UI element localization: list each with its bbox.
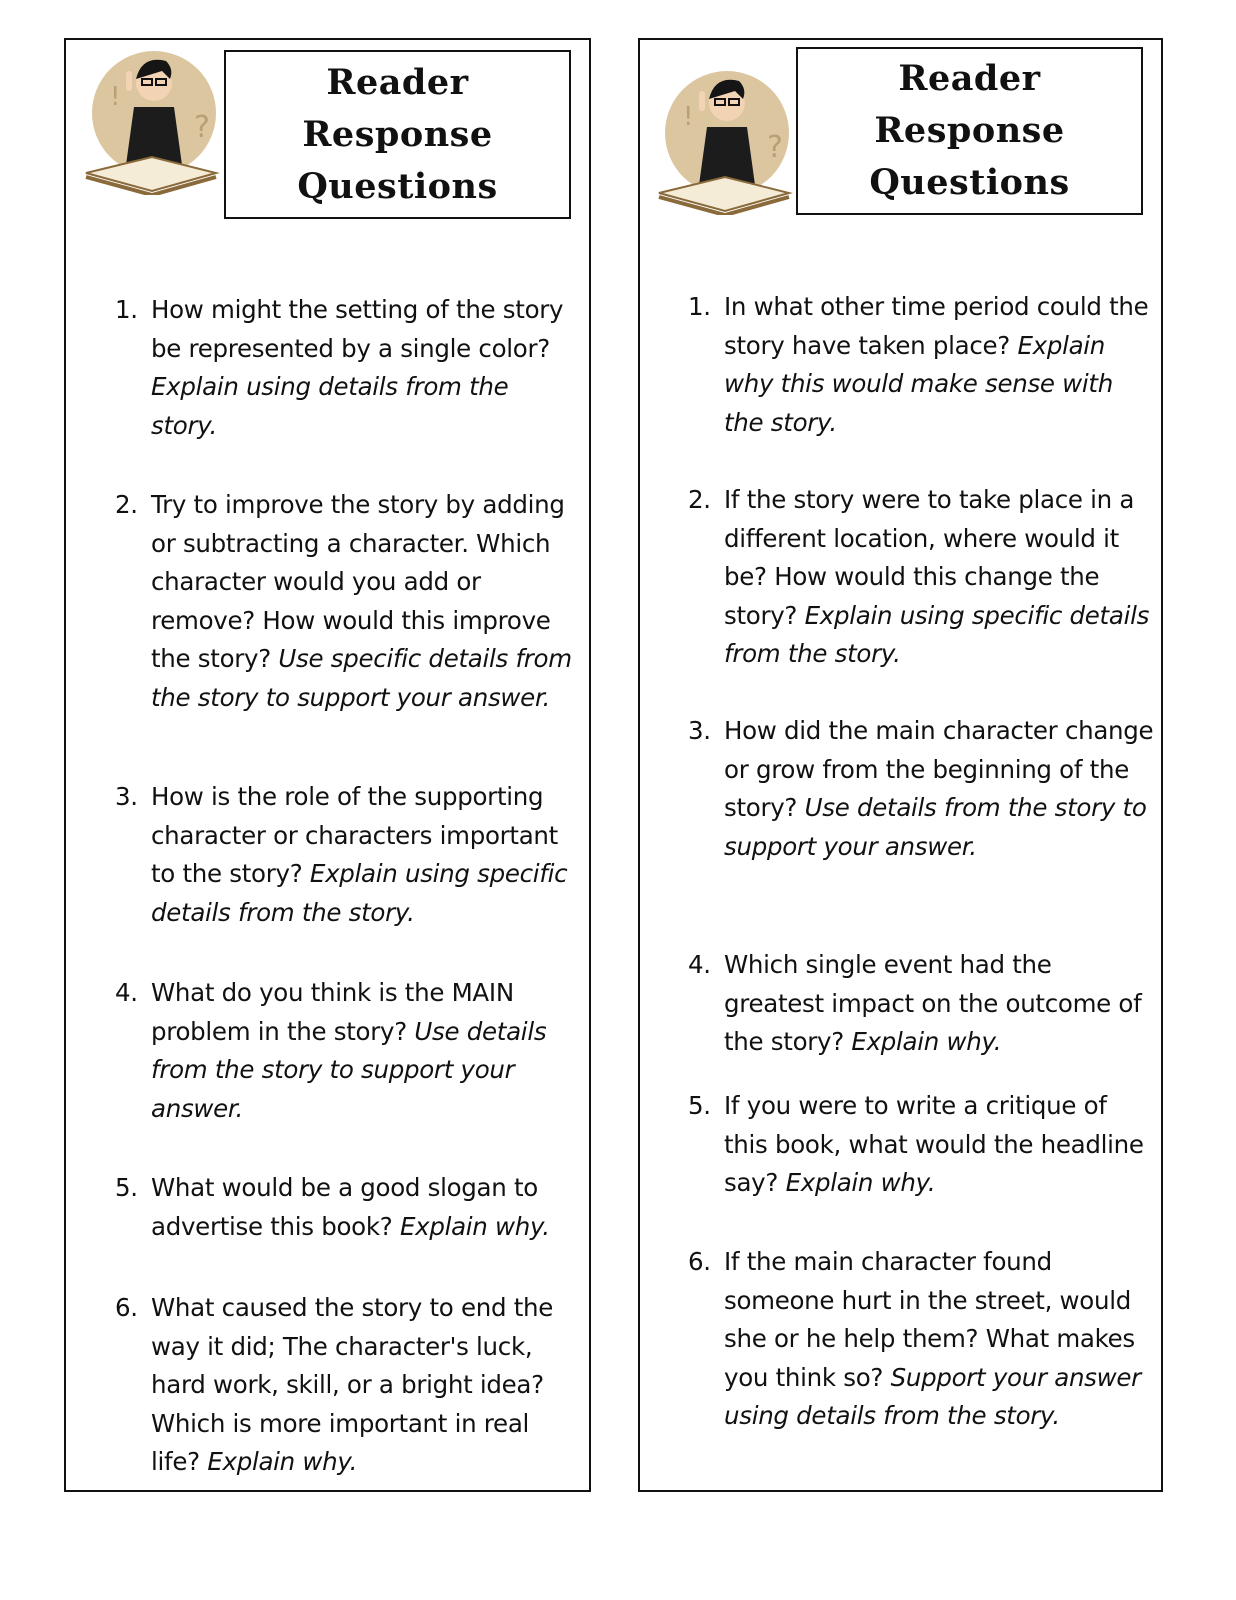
question-instruction: Explain why. <box>785 1168 936 1197</box>
question-prompt: If the story were to take place in a different location, where would it be? How would this change the story? <box>724 485 1135 630</box>
question-instruction: Explain why this would make sense with the story. <box>724 330 1113 437</box>
question-number: 5. <box>688 1091 711 1120</box>
question-prompt: If you were to write a critique of this book, what would the headline say? <box>724 1091 1144 1197</box>
question-prompt: How might the setting of the story be represented by a single color? <box>151 295 564 363</box>
left-title-box <box>224 50 571 219</box>
question-instruction: Explain why. <box>399 1211 550 1241</box>
question-text <box>151 291 575 445</box>
question-number: 1. <box>688 292 711 321</box>
question-instruction: Explain why. <box>207 1447 358 1476</box>
question-number: 1. <box>115 295 138 324</box>
question-prompt: Try to improve the story by adding or subtracting a character. Which character would you add or remove? How would this improve the story? <box>151 490 565 673</box>
question-instruction: Explain using specific details from the story. <box>151 859 568 927</box>
question-number: 2. <box>688 485 711 514</box>
question-number: 4. <box>115 978 138 1007</box>
question-text <box>151 974 575 1128</box>
title-line: Reader <box>326 61 469 103</box>
left-card <box>64 38 591 1492</box>
question-prompt: Which single event had the greatest impact on the outcome of the story? <box>724 950 1142 1056</box>
title-line: Response <box>874 110 1065 151</box>
question-number: 3. <box>688 716 711 745</box>
question-text <box>151 486 575 717</box>
question-text <box>151 1169 575 1246</box>
question-text <box>724 1243 1154 1436</box>
question-text <box>151 778 575 932</box>
question-number: 6. <box>688 1247 711 1276</box>
question-instruction: Use specific details from the story to support your answer. <box>151 644 572 712</box>
question-prompt: What would be a good slogan to advertise this book? <box>151 1173 538 1241</box>
question-prompt: If the main character found someone hurt in the street, would she or he help them? What makes you think so? <box>724 1247 1135 1392</box>
right-title-box <box>796 47 1143 215</box>
question-text <box>724 946 1154 1062</box>
question-number: 2. <box>115 490 138 519</box>
question-instruction: Explain using details from the story. <box>151 372 509 440</box>
title-line: Response <box>302 113 493 155</box>
question-text <box>724 1087 1154 1203</box>
question-instruction: Use details from the story to support your answer. <box>724 793 1147 861</box>
question-number: 4. <box>688 950 711 979</box>
question-text <box>724 481 1154 674</box>
svg-text:!: ! <box>110 82 121 112</box>
question-prompt: In what other time period could the story have taken place? <box>724 292 1149 360</box>
question-instruction: Support your answer using details from the story. <box>724 1362 1141 1430</box>
question-prompt: How did the main character change or grow from the beginning of the story? <box>724 716 1154 822</box>
svg-text:?: ? <box>194 110 210 145</box>
question-prompt: What do you think is the MAIN problem in the story? <box>151 978 514 1046</box>
question-prompt: How is the role of the supporting character or characters important to the story? <box>151 782 558 888</box>
question-number: 6. <box>115 1293 138 1322</box>
question-text <box>151 1289 575 1482</box>
question-number: 3. <box>115 782 138 811</box>
question-instruction: Explain why. <box>851 1027 1002 1056</box>
question-text <box>724 712 1154 866</box>
title-line: Questions <box>297 165 498 207</box>
question-prompt: What caused the story to end the way it did; The character's luck, hard work, skill, or a bright idea? Which is more important in real life? <box>151 1293 553 1476</box>
svg-text:?: ? <box>767 130 783 165</box>
question-text <box>724 288 1154 442</box>
reader-character-icon <box>82 45 222 195</box>
title-line: Questions <box>869 162 1070 203</box>
question-instruction: Explain using specific details from the story. <box>724 600 1150 668</box>
title-line: Reader <box>898 58 1041 99</box>
svg-text:!: ! <box>683 102 694 132</box>
reader-character-icon <box>655 65 795 215</box>
question-instruction: Use details from the story to support your answer. <box>151 1016 547 1123</box>
question-number: 5. <box>115 1173 138 1202</box>
